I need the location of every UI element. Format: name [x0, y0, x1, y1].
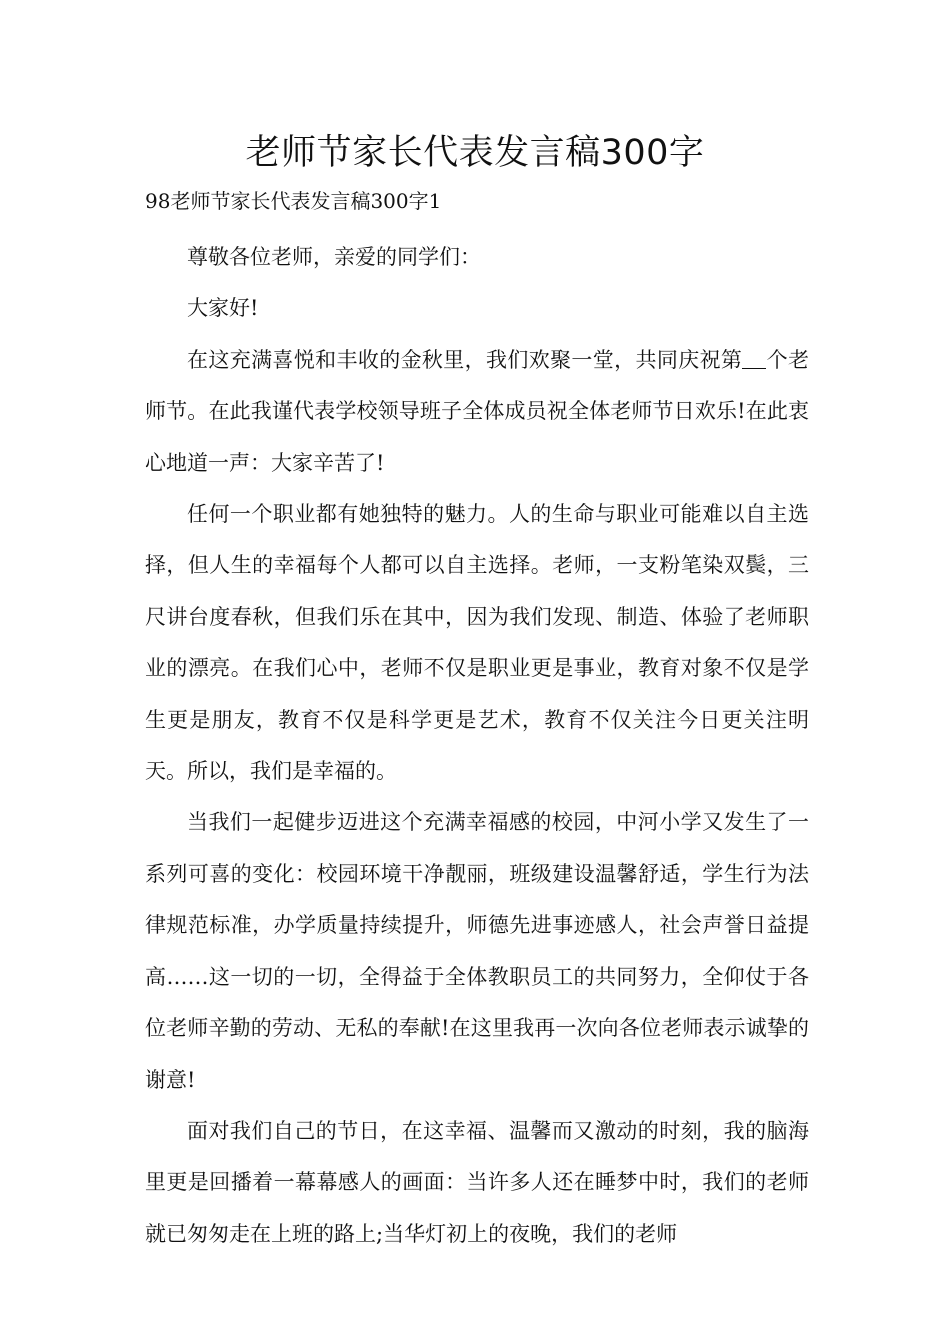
paragraph-celebration-start: 在这充满喜悦和丰收的金秋里，我们欢聚一堂，共同庆祝第	[187, 347, 743, 372]
paragraph-celebration	[145, 335, 809, 489]
document-body	[145, 232, 809, 1260]
paragraph-memories: 面对我们自己的节日，在这幸福、温馨而又激动的时刻，我的脑海里更是回播着一幕幕感人的画面：当许多人还在睡梦中时，我们的老师就已匆匆走在上班的路上;当华灯初上的夜晚，我们的老师	[145, 1118, 809, 1246]
blank-underline	[742, 347, 766, 369]
paragraph-charm: 任何一个职业都有她独特的魅力。人的生命与职业可能难以自主选择，但人生的幸福每个人都可以自主选择。老师，一支粉笔染双鬓，三尺讲台度春秋，但我们乐在其中，因为我们发现、制造、体验了老师职业的漂亮。在我们心中，老师不仅是职业更是事业，教育对象不仅是学生更是朋友，教育不仅是科学更是艺术，教育不仅关注今日更关注明天。所以，我们是幸福的。	[145, 502, 809, 784]
paragraph-changes: 当我们一起健步迈进这个充满幸福感的校园，中河小学又发生了一系列可喜的变化：校园环境干净靓丽，班级建设温馨舒适，学生行为法律规范标准，办学质量持续提升，师德先进事迹感人，社会声誉日益提高……这一切的一切，全得益于全体教职员工的共同努力，全仰仗于各位老师辛勤的劳动、无私的奉献!在这里我再一次向各位老师表示诚挚的谢意!	[145, 810, 809, 1092]
document-title: 老师节家长代表发言稿300字	[245, 133, 705, 173]
document-subtitle: 98老师节家长代表发言稿300字1	[145, 189, 442, 213]
paragraph-hello: 大家好!	[187, 296, 259, 321]
paragraph-greeting: 尊敬各位老师，亲爱的同学们：	[187, 245, 481, 269]
paragraph-celebration-end: 个老师节。在此我谨代表学校领导班子全体成员祝全体老师节日欢乐!在此衷心地道一声：大家辛苦了!	[145, 347, 810, 475]
